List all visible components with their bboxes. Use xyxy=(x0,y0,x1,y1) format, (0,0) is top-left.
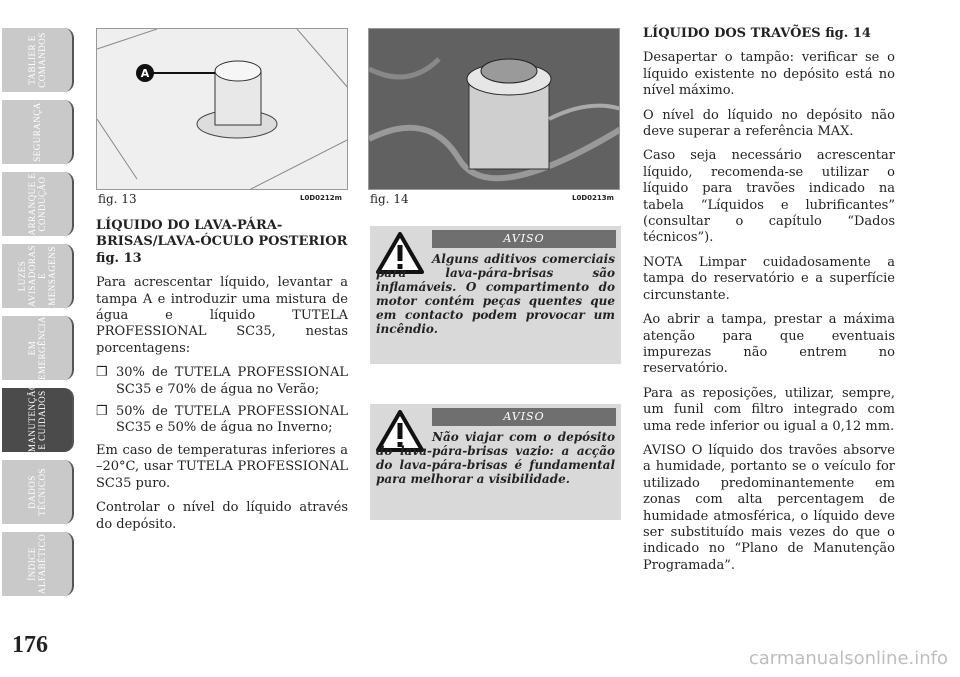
warning-box-flammable xyxy=(370,226,621,364)
bullet-winter: 50% de TUTELA PROFESSIONAL SC35 e 50% de água no Inverno; xyxy=(116,404,348,436)
tab-label: EM EMERGÊNCIA xyxy=(27,316,47,380)
list-item xyxy=(96,365,348,398)
brake-paragraph: Para as reposições, utilizar, sempre, um funil com filtro integrado com uma rede inferior ou igual a 0,12 mm. xyxy=(643,385,895,434)
tab-luzes-avisadoras[interactable] xyxy=(2,244,74,308)
warning-text: Alguns aditivos comerciais para lava-pára-brisas são inflamáveis. O compartimento do motor contém peças quentes que em contacto podem provocar um incêndio. xyxy=(376,252,615,336)
watermark: carmanualsonline.info xyxy=(748,648,948,669)
chapter-tabs xyxy=(0,0,76,640)
brake-fluid-heading: LÍQUIDO DOS TRAVÕES fig. 14 xyxy=(643,26,871,41)
figure-13-code: L0D0212m xyxy=(300,194,342,202)
warning-title: AVISO xyxy=(432,230,616,248)
washer-fluid-heading: LÍQUIDO DO LAVA-PÁRA-BRISAS/LAVA-ÓCULO POSTERIOR fig. 13 xyxy=(96,218,348,266)
tab-indice-alfabetico[interactable] xyxy=(2,532,74,596)
tab-label: TABLIER E COMANDOS xyxy=(27,32,47,88)
washer-check-level: Controlar o nível do líquido através do depósito. xyxy=(96,500,348,532)
page-number: 176 xyxy=(12,632,48,658)
washer-reservoir-drawing xyxy=(97,29,348,190)
tab-label: MANUTENÇÃO E CUIDADOS xyxy=(27,383,47,452)
brake-paragraph: Desapertar o tampão: verificar se o líquido existente no depósito está no nível máximo. xyxy=(643,50,895,99)
washer-intro: Para acrescentar líquido, levantar a tampa A e introduzir uma mistura de água e líquido TUTELA PROFESSIONAL SC35, nestas porcentagens: xyxy=(96,275,348,356)
tab-arranque-conducao[interactable] xyxy=(2,172,74,236)
right-column xyxy=(643,26,895,582)
brake-paragraph: Ao abrir a tampa, prestar a máxima atenção para que eventuais impurezas não entrem no reservatório. xyxy=(643,312,895,377)
marker-a-label: A xyxy=(140,67,150,80)
brake-paragraph: AVISO O líquido dos travões absorve a humidade, portanto se o veículo for utilizado predominantemente em zonas com alta percentagem de humidade atmosférica, o líquido deve ser substituído mais vezes do que o indicado no “Plano de Manutenção Programada”. xyxy=(643,442,895,573)
tab-label: ARRANQUE E CONDUÇÃO xyxy=(27,172,47,236)
washer-low-temp: Em caso de temperaturas inferiores a –20°C, usar TUTELA PROFESSIONAL SC35 puro. xyxy=(96,442,348,491)
bullet-summer: 30% de TUTELA PROFESSIONAL SC35 e 70% de água no Verão; xyxy=(116,365,348,397)
figure-13-caption: fig. 13 xyxy=(98,192,137,206)
brake-reservoir-photo xyxy=(369,29,620,190)
tab-label: ÍNDICE ALFABÉTICO xyxy=(27,533,47,595)
figure-14-caption: fig. 14 xyxy=(370,192,409,206)
tab-dados-tecnicos[interactable] xyxy=(2,460,74,524)
figure-13-image xyxy=(96,28,348,190)
tab-label: SEGURANÇA xyxy=(32,102,42,162)
tab-label: LUZES AVISADORAS E MENSAGENS xyxy=(17,245,57,307)
brake-paragraph: Caso seja necessário acrescentar líquido, recomenda-se utilizar o líquido para travões indicado na tabela “Líquidos e lubrificantes” (consultar o capítulo “Dados técnicos”). xyxy=(643,148,895,246)
tab-manutencao-cuidados[interactable] xyxy=(2,383,74,452)
left-column xyxy=(96,218,348,541)
figure-14-code: L0D0213m xyxy=(572,194,614,202)
warning-title: AVISO xyxy=(432,408,616,426)
tab-em-emergencia[interactable] xyxy=(2,316,74,380)
tab-label: DADOS TÉCNICOS xyxy=(27,468,47,517)
figure-14-image xyxy=(368,28,620,190)
list-item xyxy=(96,404,348,437)
warning-text: Não viajar com o depósito do lava-pára-brisas vazio: a acção do lava-pára-brisas é fundamental para melhorar a visibilidade. xyxy=(376,430,615,486)
warning-box-empty-reservoir xyxy=(370,404,621,520)
brake-paragraph: NOTA Limpar cuidadosamente a tampa do reservatório e a superfície circunstante. xyxy=(643,254,895,303)
checkbox-bullet-icon: ❒ xyxy=(96,404,108,420)
tab-seguranca[interactable] xyxy=(2,100,74,164)
tab-tablier-comandos[interactable] xyxy=(2,28,74,92)
brake-paragraph: O nível do líquido no depósito não deve superar a referência MAX. xyxy=(643,107,895,140)
checkbox-bullet-icon: ❒ xyxy=(96,365,108,381)
